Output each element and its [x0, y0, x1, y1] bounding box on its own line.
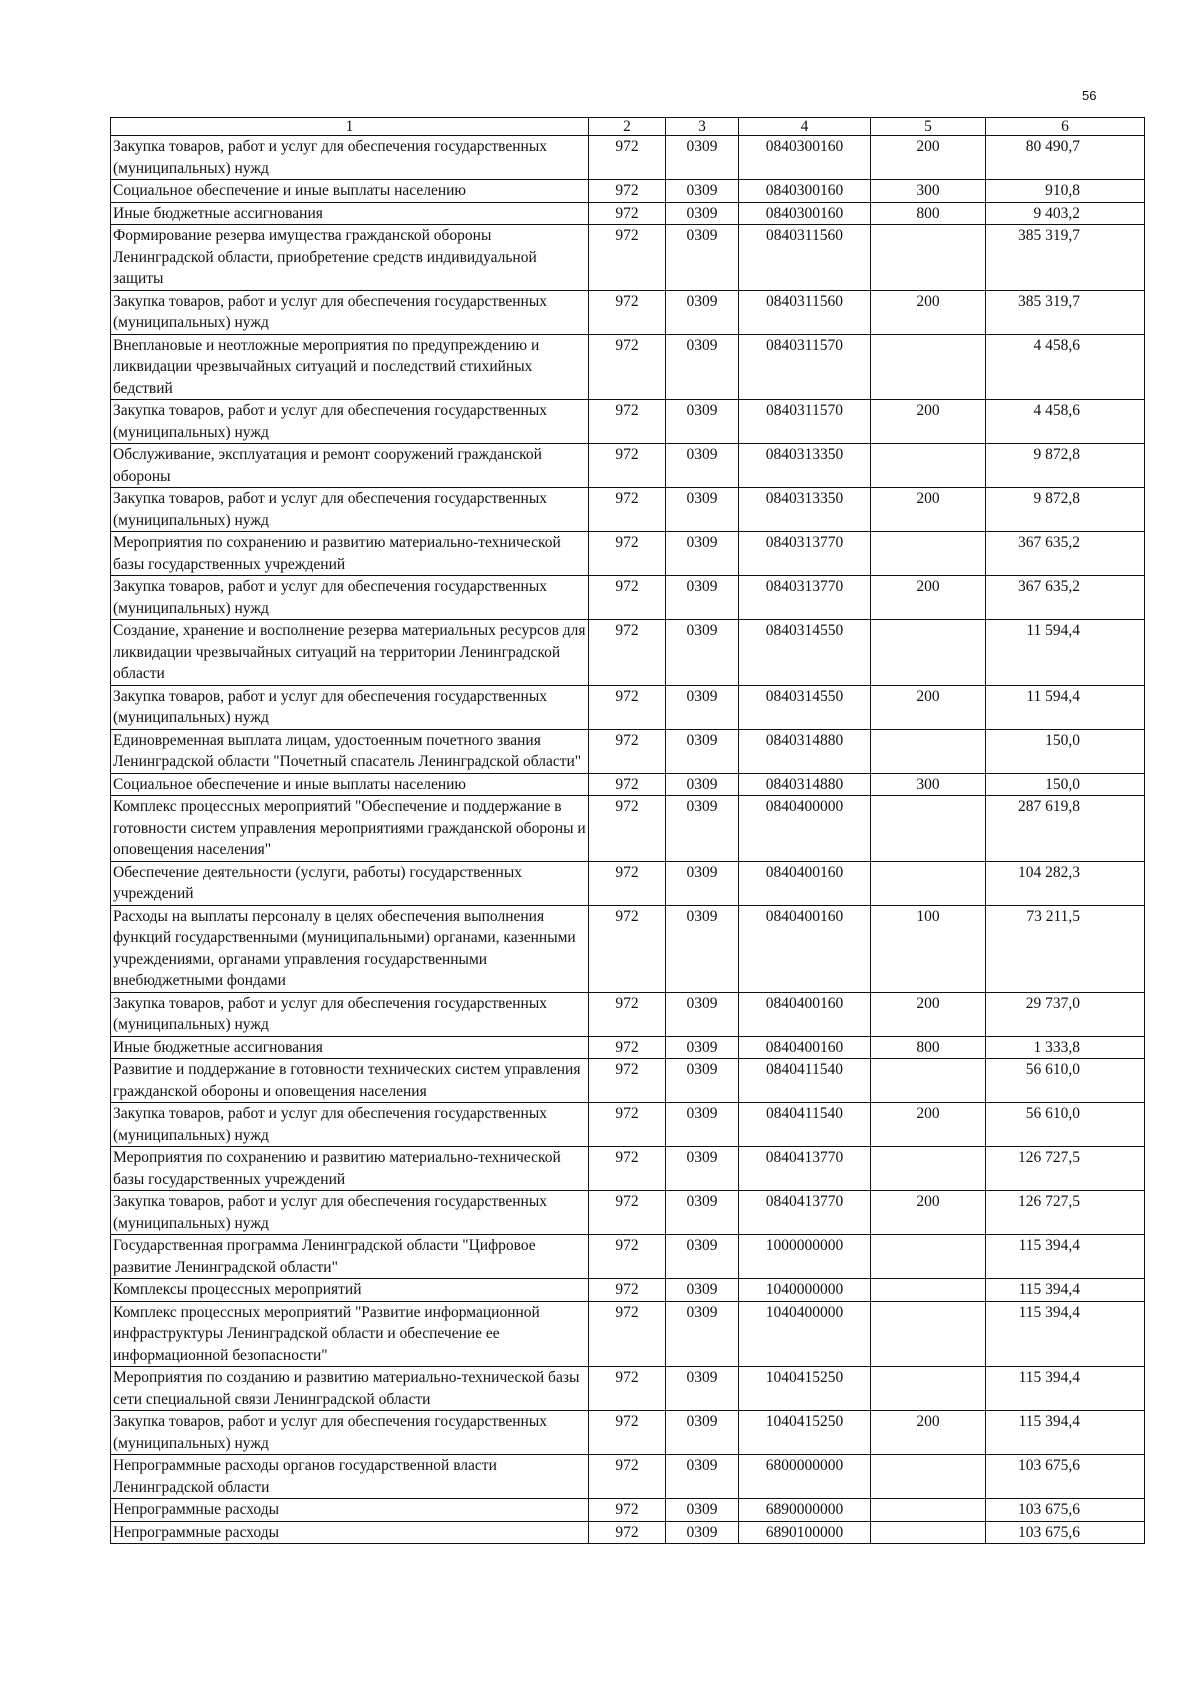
- expense-name-cell: Комплекс процессных мероприятий "Обеспечение и поддержание в готовности систем управления мероприятиями гражданской обороны и оповещения населения": [111, 796, 589, 862]
- ministry-code-cell: 972: [589, 136, 666, 180]
- amount-cell: 1 333,8: [986, 1036, 1145, 1059]
- expense-type-cell: 200: [871, 290, 986, 334]
- expense-name-cell: Формирование резерва имущества гражданской обороны Ленинградской области, приобретение средств индивидуальной защиты: [111, 225, 589, 291]
- expense-name-cell: Закупка товаров, работ и услуг для обеспечения государственных (муниципальных) нужд: [111, 488, 589, 532]
- amount-cell: 103 675,6: [986, 1455, 1145, 1499]
- amount-cell: 910,8: [986, 180, 1145, 203]
- amount-cell: 385 319,7: [986, 290, 1145, 334]
- section-code-cell: 0309: [666, 576, 739, 620]
- ministry-code-cell: 972: [589, 729, 666, 773]
- amount-cell: 4 458,6: [986, 334, 1145, 400]
- expense-name-cell: Закупка товаров, работ и услуг для обеспечения государственных (муниципальных) нужд: [111, 400, 589, 444]
- amount-cell: 56 610,0: [986, 1059, 1145, 1103]
- ministry-code-cell: 972: [589, 290, 666, 334]
- amount-cell: 56 610,0: [986, 1103, 1145, 1147]
- target-article-cell: 0840314880: [739, 773, 871, 796]
- table-row: [111, 729, 1145, 773]
- amount-cell: 115 394,4: [986, 1279, 1145, 1302]
- amount-cell: 9 872,8: [986, 444, 1145, 488]
- expense-type-cell: [871, 861, 986, 905]
- amount-cell: 287 619,8: [986, 796, 1145, 862]
- expense-name-cell: Закупка товаров, работ и услуг для обеспечения государственных (муниципальных) нужд: [111, 685, 589, 729]
- expense-name-cell: Единовременная выплата лицам, удостоенным почетного звания Ленинградской области "Почетный спасатель Ленинградской области": [111, 729, 589, 773]
- amount-cell: 103 675,6: [986, 1521, 1145, 1544]
- section-code-cell: 0309: [666, 1059, 739, 1103]
- section-code-cell: 0309: [666, 729, 739, 773]
- target-article-cell: 0840314550: [739, 685, 871, 729]
- expense-type-cell: [871, 1455, 986, 1499]
- ministry-code-cell: 972: [589, 1367, 666, 1411]
- amount-cell: 115 394,4: [986, 1411, 1145, 1455]
- expense-name-cell: Социальное обеспечение и иные выплаты населению: [111, 180, 589, 203]
- amount-cell: 115 394,4: [986, 1235, 1145, 1279]
- table-row: [111, 796, 1145, 862]
- expense-name-cell: Государственная программа Ленинградской области "Цифровое развитие Ленинградской области": [111, 1235, 589, 1279]
- expense-type-cell: [871, 1235, 986, 1279]
- section-code-cell: 0309: [666, 180, 739, 203]
- section-code-cell: 0309: [666, 1499, 739, 1522]
- target-article-cell: 0840313770: [739, 532, 871, 576]
- table-row: [111, 576, 1145, 620]
- expense-name-cell: Непрограммные расходы органов государственной власти Ленинградской области: [111, 1455, 589, 1499]
- table-header-row: [111, 118, 1145, 136]
- expense-type-cell: 200: [871, 1191, 986, 1235]
- section-code-cell: 0309: [666, 225, 739, 291]
- expense-type-cell: 100: [871, 905, 986, 992]
- expense-type-cell: 200: [871, 136, 986, 180]
- amount-cell: 367 635,2: [986, 576, 1145, 620]
- table-row: [111, 1235, 1145, 1279]
- expense-name-cell: Закупка товаров, работ и услуг для обеспечения государственных (муниципальных) нужд: [111, 576, 589, 620]
- expense-name-cell: Непрограммные расходы: [111, 1499, 589, 1522]
- expense-name-cell: Комплексы процессных мероприятий: [111, 1279, 589, 1302]
- ministry-code-cell: 972: [589, 1411, 666, 1455]
- ministry-code-cell: 972: [589, 905, 666, 992]
- table-row: [111, 1279, 1145, 1302]
- expense-type-cell: [871, 1301, 986, 1367]
- amount-cell: 73 211,5: [986, 905, 1145, 992]
- ministry-code-cell: 972: [589, 576, 666, 620]
- amount-cell: 104 282,3: [986, 861, 1145, 905]
- section-code-cell: 0309: [666, 1036, 739, 1059]
- ministry-code-cell: 972: [589, 773, 666, 796]
- amount-cell: 11 594,4: [986, 620, 1145, 686]
- ministry-code-cell: 972: [589, 488, 666, 532]
- expense-name-cell: Расходы на выплаты персоналу в целях обеспечения выполнения функций государственными (муниципальными) органами, казенными учреждениями, органами управления государственными внебюджетными фондами: [111, 905, 589, 992]
- table-row: [111, 1147, 1145, 1191]
- expense-name-cell: Иные бюджетные ассигнования: [111, 1036, 589, 1059]
- table-row: [111, 400, 1145, 444]
- amount-cell: 126 727,5: [986, 1147, 1145, 1191]
- amount-cell: 126 727,5: [986, 1191, 1145, 1235]
- target-article-cell: 0840413770: [739, 1191, 871, 1235]
- target-article-cell: 0840311560: [739, 225, 871, 291]
- expense-type-cell: [871, 1521, 986, 1544]
- ministry-code-cell: 972: [589, 1036, 666, 1059]
- target-article-cell: 0840313770: [739, 576, 871, 620]
- section-code-cell: 0309: [666, 1103, 739, 1147]
- ministry-code-cell: 972: [589, 1191, 666, 1235]
- ministry-code-cell: 972: [589, 532, 666, 576]
- expense-name-cell: Внеплановые и неотложные мероприятия по предупреждению и ликвидации чрезвычайных ситуаций и последствий стихийных бедствий: [111, 334, 589, 400]
- section-code-cell: 0309: [666, 905, 739, 992]
- table-row: [111, 1191, 1145, 1235]
- table-row: [111, 861, 1145, 905]
- target-article-cell: 0840311570: [739, 400, 871, 444]
- section-code-cell: 0309: [666, 796, 739, 862]
- table-row: [111, 1367, 1145, 1411]
- table-row: [111, 334, 1145, 400]
- section-code-cell: 0309: [666, 334, 739, 400]
- ministry-code-cell: 972: [589, 1103, 666, 1147]
- expense-type-cell: 200: [871, 576, 986, 620]
- table-row: [111, 444, 1145, 488]
- table-row: [111, 532, 1145, 576]
- target-article-cell: 0840300160: [739, 202, 871, 225]
- expense-type-cell: [871, 796, 986, 862]
- column-header-1: 1: [111, 118, 589, 136]
- amount-cell: 115 394,4: [986, 1367, 1145, 1411]
- table-row: [111, 1455, 1145, 1499]
- ministry-code-cell: 972: [589, 861, 666, 905]
- table-row: [111, 685, 1145, 729]
- ministry-code-cell: 972: [589, 1059, 666, 1103]
- target-article-cell: 0840311560: [739, 290, 871, 334]
- ministry-code-cell: 972: [589, 202, 666, 225]
- target-article-cell: 1040400000: [739, 1301, 871, 1367]
- amount-cell: 367 635,2: [986, 532, 1145, 576]
- page-number: 56: [1082, 88, 1097, 103]
- expense-name-cell: Закупка товаров, работ и услуг для обеспечения государственных (муниципальных) нужд: [111, 992, 589, 1036]
- section-code-cell: 0309: [666, 1279, 739, 1302]
- expense-name-cell: Закупка товаров, работ и услуг для обеспечения государственных (муниципальных) нужд: [111, 1191, 589, 1235]
- expense-name-cell: Закупка товаров, работ и услуг для обеспечения государственных (муниципальных) нужд: [111, 290, 589, 334]
- amount-cell: 115 394,4: [986, 1301, 1145, 1367]
- target-article-cell: 0840400160: [739, 861, 871, 905]
- target-article-cell: 0840400160: [739, 905, 871, 992]
- target-article-cell: 0840413770: [739, 1147, 871, 1191]
- ministry-code-cell: 972: [589, 1499, 666, 1522]
- target-article-cell: 1040415250: [739, 1367, 871, 1411]
- table-row: [111, 620, 1145, 686]
- ministry-code-cell: 972: [589, 992, 666, 1036]
- table-row: [111, 488, 1145, 532]
- expense-name-cell: Закупка товаров, работ и услуг для обеспечения государственных (муниципальных) нужд: [111, 1411, 589, 1455]
- table-row: [111, 1036, 1145, 1059]
- target-article-cell: 0840400000: [739, 796, 871, 862]
- section-code-cell: 0309: [666, 1301, 739, 1367]
- expense-name-cell: Обслуживание, эксплуатация и ремонт сооружений гражданской обороны: [111, 444, 589, 488]
- table-row: [111, 290, 1145, 334]
- expense-name-cell: Иные бюджетные ассигнования: [111, 202, 589, 225]
- expense-type-cell: [871, 1499, 986, 1522]
- section-code-cell: 0309: [666, 1455, 739, 1499]
- column-header-6: 6: [986, 118, 1145, 136]
- section-code-cell: 0309: [666, 861, 739, 905]
- expense-type-cell: 200: [871, 992, 986, 1036]
- expense-name-cell: Закупка товаров, работ и услуг для обеспечения государственных (муниципальных) нужд: [111, 1103, 589, 1147]
- expense-type-cell: [871, 444, 986, 488]
- amount-cell: 9 872,8: [986, 488, 1145, 532]
- amount-cell: 11 594,4: [986, 685, 1145, 729]
- section-code-cell: 0309: [666, 1191, 739, 1235]
- expense-type-cell: [871, 1367, 986, 1411]
- ministry-code-cell: 972: [589, 1521, 666, 1544]
- section-code-cell: 0309: [666, 685, 739, 729]
- table-row: [111, 1411, 1145, 1455]
- target-article-cell: 0840314880: [739, 729, 871, 773]
- section-code-cell: 0309: [666, 1521, 739, 1544]
- target-article-cell: 6890000000: [739, 1499, 871, 1522]
- section-code-cell: 0309: [666, 1235, 739, 1279]
- expense-type-cell: 300: [871, 180, 986, 203]
- amount-cell: 9 403,2: [986, 202, 1145, 225]
- section-code-cell: 0309: [666, 532, 739, 576]
- expense-type-cell: 200: [871, 400, 986, 444]
- section-code-cell: 0309: [666, 1411, 739, 1455]
- expense-type-cell: 300: [871, 773, 986, 796]
- ministry-code-cell: 972: [589, 1455, 666, 1499]
- ministry-code-cell: 972: [589, 400, 666, 444]
- expense-name-cell: Создание, хранение и восполнение резерва материальных ресурсов для ликвидации чрезвычайных ситуаций на территории Ленинградской области: [111, 620, 589, 686]
- section-code-cell: 0309: [666, 136, 739, 180]
- target-article-cell: 1040000000: [739, 1279, 871, 1302]
- expense-type-cell: [871, 532, 986, 576]
- target-article-cell: 0840411540: [739, 1103, 871, 1147]
- amount-cell: 103 675,6: [986, 1499, 1145, 1522]
- section-code-cell: 0309: [666, 620, 739, 686]
- table-row: [111, 905, 1145, 992]
- expense-name-cell: Обеспечение деятельности (услуги, работы) государственных учреждений: [111, 861, 589, 905]
- expense-type-cell: [871, 334, 986, 400]
- target-article-cell: 0840400160: [739, 1036, 871, 1059]
- ministry-code-cell: 972: [589, 1147, 666, 1191]
- target-article-cell: 0840311570: [739, 334, 871, 400]
- section-code-cell: 0309: [666, 992, 739, 1036]
- section-code-cell: 0309: [666, 773, 739, 796]
- expense-type-cell: [871, 225, 986, 291]
- amount-cell: 29 737,0: [986, 992, 1145, 1036]
- table-row: [111, 1103, 1145, 1147]
- expense-type-cell: 200: [871, 1411, 986, 1455]
- section-code-cell: 0309: [666, 1147, 739, 1191]
- amount-cell: 385 319,7: [986, 225, 1145, 291]
- amount-cell: 150,0: [986, 729, 1145, 773]
- expense-name-cell: Мероприятия по сохранению и развитию материально-технической базы государственных учреждений: [111, 1147, 589, 1191]
- table-row: [111, 180, 1145, 203]
- section-code-cell: 0309: [666, 444, 739, 488]
- amount-cell: 150,0: [986, 773, 1145, 796]
- target-article-cell: 0840411540: [739, 1059, 871, 1103]
- section-code-cell: 0309: [666, 400, 739, 444]
- column-header-2: 2: [589, 118, 666, 136]
- table-row: [111, 1521, 1145, 1544]
- ministry-code-cell: 972: [589, 334, 666, 400]
- expense-name-cell: Мероприятия по сохранению и развитию материально-технической базы государственных учреждений: [111, 532, 589, 576]
- target-article-cell: 0840313350: [739, 488, 871, 532]
- expense-name-cell: Социальное обеспечение и иные выплаты населению: [111, 773, 589, 796]
- table-row: [111, 202, 1145, 225]
- section-code-cell: 0309: [666, 1367, 739, 1411]
- expense-name-cell: Закупка товаров, работ и услуг для обеспечения государственных (муниципальных) нужд: [111, 136, 589, 180]
- expense-type-cell: 800: [871, 202, 986, 225]
- ministry-code-cell: 972: [589, 620, 666, 686]
- column-header-4: 4: [739, 118, 871, 136]
- ministry-code-cell: 972: [589, 685, 666, 729]
- ministry-code-cell: 972: [589, 1279, 666, 1302]
- target-article-cell: 0840313350: [739, 444, 871, 488]
- expense-type-cell: [871, 620, 986, 686]
- expense-name-cell: Комплекс процессных мероприятий "Развитие информационной инфраструктуры Ленинградской области и обеспечение ее информационной безопасности": [111, 1301, 589, 1367]
- column-header-5: 5: [871, 118, 986, 136]
- amount-cell: 80 490,7: [986, 136, 1145, 180]
- ministry-code-cell: 972: [589, 1301, 666, 1367]
- table-row: [111, 1059, 1145, 1103]
- section-code-cell: 0309: [666, 202, 739, 225]
- expense-type-cell: 200: [871, 685, 986, 729]
- target-article-cell: 1000000000: [739, 1235, 871, 1279]
- expense-type-cell: 800: [871, 1036, 986, 1059]
- target-article-cell: 1040415250: [739, 1411, 871, 1455]
- expense-type-cell: [871, 1059, 986, 1103]
- target-article-cell: 0840400160: [739, 992, 871, 1036]
- target-article-cell: 0840300160: [739, 180, 871, 203]
- table-row: [111, 992, 1145, 1036]
- ministry-code-cell: 972: [589, 1235, 666, 1279]
- expense-name-cell: Непрограммные расходы: [111, 1521, 589, 1544]
- target-article-cell: 0840300160: [739, 136, 871, 180]
- expense-type-cell: [871, 1279, 986, 1302]
- table-row: [111, 773, 1145, 796]
- section-code-cell: 0309: [666, 290, 739, 334]
- target-article-cell: 6800000000: [739, 1455, 871, 1499]
- table-row: [111, 136, 1145, 180]
- target-article-cell: 0840314550: [739, 620, 871, 686]
- table-row: [111, 1301, 1145, 1367]
- expense-type-cell: 200: [871, 1103, 986, 1147]
- ministry-code-cell: 972: [589, 444, 666, 488]
- expense-name-cell: Мероприятия по созданию и развитию материально-технической базы сети специальной связи Ленинградской области: [111, 1367, 589, 1411]
- amount-cell: 4 458,6: [986, 400, 1145, 444]
- column-header-3: 3: [666, 118, 739, 136]
- expense-name-cell: Развитие и поддержание в готовности технических систем управления гражданской обороны и оповещения населения: [111, 1059, 589, 1103]
- ministry-code-cell: 972: [589, 796, 666, 862]
- table-row: [111, 1499, 1145, 1522]
- ministry-code-cell: 972: [589, 180, 666, 203]
- budget-table: [110, 117, 1145, 1544]
- section-code-cell: 0309: [666, 488, 739, 532]
- expense-type-cell: [871, 1147, 986, 1191]
- ministry-code-cell: 972: [589, 225, 666, 291]
- target-article-cell: 6890100000: [739, 1521, 871, 1544]
- expense-type-cell: 200: [871, 488, 986, 532]
- expense-type-cell: [871, 729, 986, 773]
- table-row: [111, 225, 1145, 291]
